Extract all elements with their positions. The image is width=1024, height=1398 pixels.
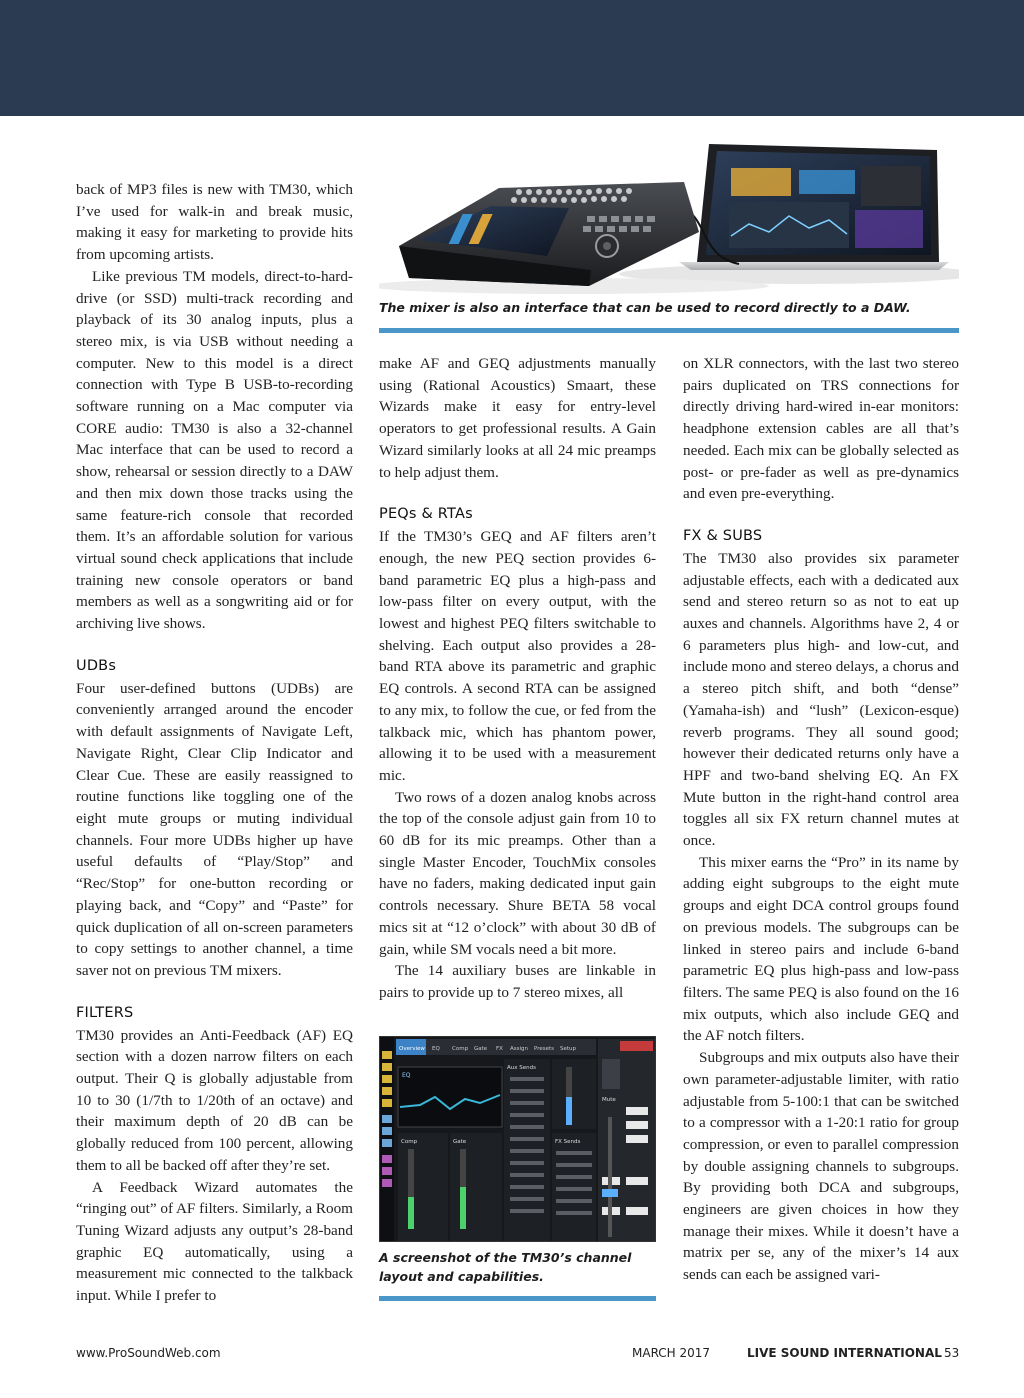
paragraph: Four user-defined buttons (UDBs) are conveniently arranged around the encoder with default assignments of Navigate Left, Navigate Right, Clear Clip Indicator and Clear Cue. These are easily reassigned to routine functions like toggling one of the eight mute groups or muting individual channels. Four more UDBs higher up have useful defaults of “Play/Stop” and “Rec/Stop” for one-button recording or playing back, and “Copy” and “Paste” for quick duplication of all on-screen parameters to copy settings to another channel, a time saver not on previous TM mixers. xyxy=(76,679,353,979)
paragraph: TM30 provides an Anti-Feedback (AF) EQ section with a dozen narrow filters on each output. Their Q is globally adjustable from 10 to 30 (1/7th to 1/20th of an octave) and their maximum depth of 20 dB can be globally reduced from 100 percent, allowing them to all be backed off after they’re set. xyxy=(76,1026,353,1174)
tab-assign: Assign xyxy=(510,1046,528,1052)
tab-fx: FX xyxy=(496,1046,503,1052)
fx-sends-label: FX Sends xyxy=(555,1139,581,1145)
paragraph: If the TM30’s GEQ and AF filters aren’t enough, the new PEQ section provides 6-band parametric EQ plus a high-pass and low-pass filter on every output, with the lowest and highest PEQ filters switchable to shelving. Each output also provides a 28-band RTA above its parametric and graphic EQ controls. A second RTA can be assigned to any mix, to follow the cue, or fed from the talkback mic, which has phantom power, allowing it to be used with a measurement mic. xyxy=(379,528,656,784)
paragraph: back of MP3 files is new with TM30, which I’ve used for walk-in and break music, making it easy for marketing to provide hits from upcoming artists. xyxy=(76,181,353,264)
eq-label: EQ xyxy=(402,1072,411,1079)
tab-eq: EQ xyxy=(432,1046,440,1052)
section-heading-peqs: PEQs & RTAs xyxy=(379,506,473,523)
tab-comp: Comp xyxy=(452,1046,469,1052)
figure-caption-screenshot: A screenshot of the TM30’s channel layout and capabilities. xyxy=(379,1250,632,1284)
caption-rule xyxy=(379,328,959,333)
channel-layout-screenshot xyxy=(380,1037,656,1242)
touchmix-screenshot xyxy=(379,1036,656,1242)
aux-sends-label: Aux Sends xyxy=(507,1065,536,1071)
page-number: 53 xyxy=(944,1346,960,1360)
section-heading-filters: FILTERS xyxy=(76,1004,134,1021)
mixer-laptop-photo xyxy=(379,136,959,296)
comp-label: Comp xyxy=(401,1139,418,1145)
paragraph: Like previous TM models, direct-to-hard-drive (or SSD) multi-track recording and playback of its 30 analog inputs, plus a stereo mix, is via USB without needing a computer. New to this model is a direct connection with Type B USB-to-recording software running on a Mac computer via CORE audio: TM30 is also a 32-channel Mac interface that can be used to record a show, rehearsal or session directly to a DAW and then mix down those tracks using the same feature-rich console that recorded them. It’s an affordable solution for various virtual sound check applications that include training new console operators or band members as well as a songwriting aid or for archiving live shows. xyxy=(76,267,353,633)
tab-setup: Setup xyxy=(560,1046,577,1052)
tab-presets: Presets xyxy=(534,1046,555,1052)
article-column-1 xyxy=(76,179,353,1307)
figure-caption-top: The mixer is also an interface that can be used to record directly to a DAW. xyxy=(379,300,911,315)
gate-label: Gate xyxy=(453,1139,467,1145)
article-column-2 xyxy=(379,353,656,1004)
footer-magazine: LIVE SOUND INTERNATIONAL xyxy=(747,1346,942,1360)
footer-url[interactable]: www.ProSoundWeb.com xyxy=(76,1346,221,1360)
footer-date: MARCH 2017 xyxy=(632,1346,711,1360)
mute-label: Mute xyxy=(602,1097,616,1103)
paragraph: on XLR connectors, with the last two stereo pairs duplicated on TRS connections for directly driving hard-wired in-ear monitors: headphone extension cables are all that’s needed. Each mix can be globally selected as post- or pre-fader as well as pre-dynamics and even pre-everything. xyxy=(683,355,959,503)
paragraph: Subgroups and mix outputs also have their own parameter-adjustable limiter, with ratio adjustable from 5-100:1 that can be switched to a compressor with a 1-20:1 ratio for group compression, or even to parallel compression by double assigning channels to subgroups. By providing both DCA and subgroups, engineers are given choices in how they manage their mixes. While it doesn’t have a matrix per se, any of the mixer’s 14 aux sends can each be assigned vari- xyxy=(683,1049,959,1284)
paragraph: The 14 auxiliary buses are linkable in pairs to provide up to 7 stereo mixes, all xyxy=(379,962,656,1001)
header-band xyxy=(0,0,1024,116)
paragraph: make AF and GEQ adjustments manually using (Rational Acoustics) Smaart, these Wizards make it easy for entry-level operators to get professional results. A Gain Wizard similarly looks at all 24 mic preamps to help adjust them. xyxy=(379,355,656,481)
tab-overview: Overview xyxy=(399,1046,425,1052)
paragraph: This mixer earns the “Pro” in its name by adding eight subgroups to the eight mute groups and eight DCA control groups found on previous models. The subgroups can be linked in stereo pairs and include 6-band parametric EQ plus high-pass and low-pass filters. The same PEQ is also found on the 16 mix outputs, which also include GEQ and the AF notch filters. xyxy=(683,853,959,1045)
mixer-laptop-illustration xyxy=(379,136,959,296)
article-column-3 xyxy=(683,353,959,1286)
section-heading-fx-subs: FX & SUBS xyxy=(683,527,763,544)
paragraph: The TM30 also provides six parameter adjustable effects, each with a dedicated aux send and stereo return so as not to eat up auxes and channels. Algorithms have 2, 4 or 6 parameters plus high- and low-cut, and include mono and stereo delays, a chorus and a stereo pitch shift, and both “dense” (Yamaha-ish) and “lush” (Lexicon-esque) reverb programs. They all sound good; however their dedicated returns only have a HPF and two-band shelving EQ. An FX Mute button in the right-hand control area toggles all six FX return channel mutes at once. xyxy=(683,549,959,850)
paragraph: A Feedback Wizard automates the “ringing out” of AF filters. Similarly, a Room Tuning Wizard adjusts any output’s 28-band graphic EQ automatically, using a measurement mic connected to the talkback input. While I prefer to xyxy=(76,1178,353,1305)
section-heading-udbs: UDBs xyxy=(76,657,117,674)
paragraph: Two rows of a dozen analog knobs across the top of the console adjust gain from 10 to 60 dB for its mic preamps. Other than a single Master Encoder, TouchMix consoles have no faders, making dedicated input gain controls necessary. Shure BETA 58 vocal mics sit at “12 o’clock” with about 30 dB of gain, while SM vocals need a bit more. xyxy=(379,788,656,958)
tab-gate: Gate xyxy=(474,1046,488,1052)
caption-rule xyxy=(379,1296,656,1301)
